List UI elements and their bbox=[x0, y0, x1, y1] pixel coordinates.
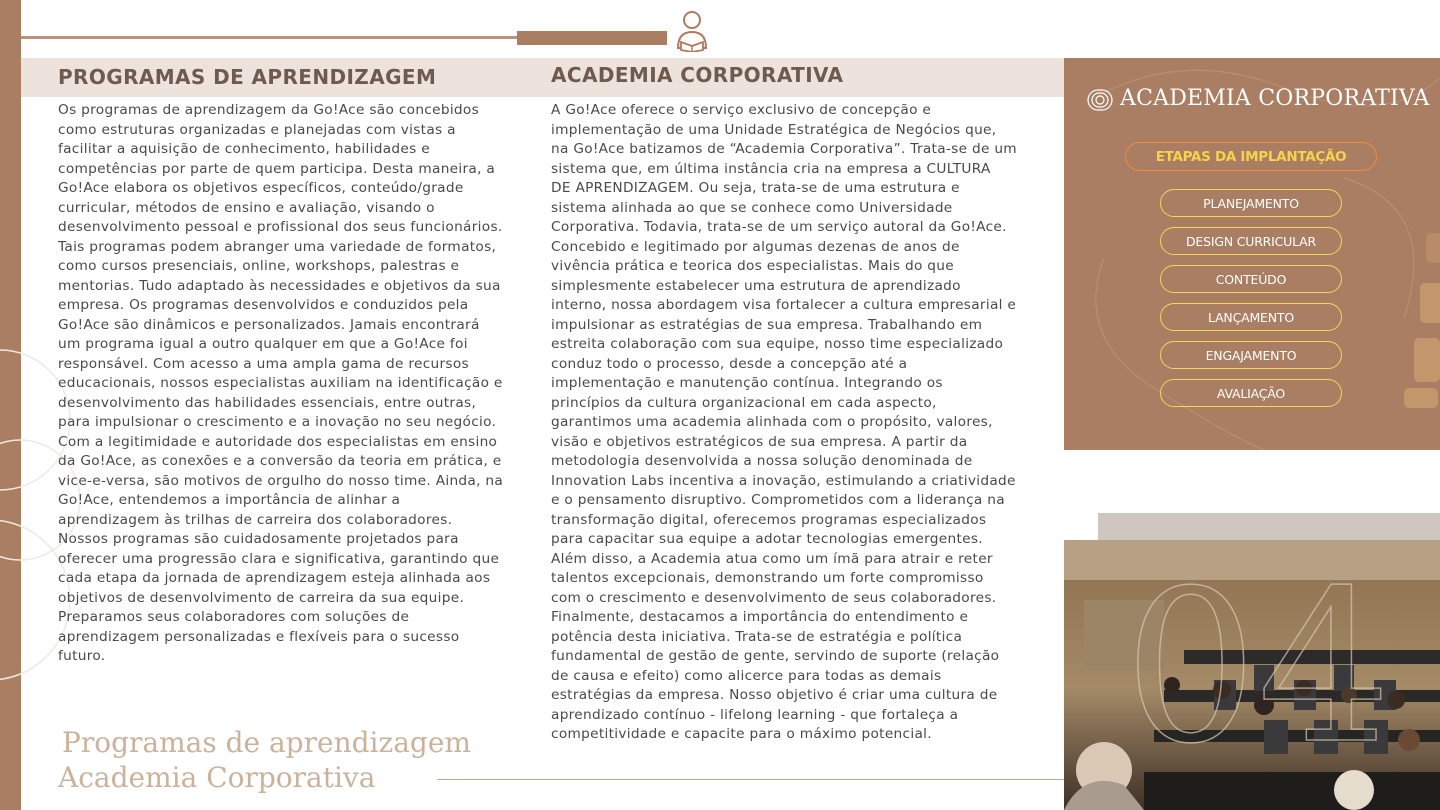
person-reading-icon bbox=[672, 8, 712, 52]
implementation-panel bbox=[1064, 58, 1440, 450]
academy-paragraph: A Go!Ace oferece o serviço exclusivo de concepção e implementação de uma Unidade Estratégica de Negócios que, na Go!Ace batizamos de “Academia Corporativa”. Trata-se de um sistema que, em última instância cria na empresa a CULTURA DE APRENDIZAGEM. Ou seja, trata-se de uma estrutura e sistema alinhada ao que se conhece como Universidade Corporativa. Todavia, trata-se de um serviço autoral da Go!Ace. Concebido e legitimado por algumas dezenas de anos de vivência prática e teorica dos especialistas. Mais do que simplesmente estabelecer uma estrutura de aprendizado interno, nossa abordagem visa fortalecer a cultura empresarial e impulsionar as estratégias de sua empresa. Trabalhando em estreita colaboração com sua equipe, nosso time especializado conduz todo o processo, desde a concepção até a implementação e manutenção contínua. Integrando os princípios da cultura organizacional em cada aspecto, garantimos uma academia alinhada com o propósito, valores, visão e objetivos estratégicos de sua empresa. A partir da metodologia desenvolvida a nossa solução denominada de Innovation Labs incentiva a inovação, estimulando a criatividade e o pensamento disruptivo. Comprometidos com a liderança na transformação digital, oferecemos programas especializados para capacitar sua equipe a adotar tecnologias emergentes. Além disso, a Academia atua como um ímã para atrair e reter talentos excepcionais, demonstrando um forte compromisso com o crescimento e desenvolvimento de seus colaboradores. Finalmente, destacamos a importância do entendimento e potência desta iniciativa. Trata-se de estratégia e política fundamental de gestão de gente, servindo de suporte (relação de causa e efeito) como alicerce para todas as demais estratégias da empresa. Nosso objetivo é criar uma cultura de aprendizado contínuo - lifelong learning - que fortaleça a competitividade e capacite para o máximo potencial. bbox=[551, 102, 1017, 742]
step-planejamento: PLANEJAMENTO bbox=[1160, 189, 1342, 217]
step-design-curricular: DESIGN CURRICULAR bbox=[1160, 227, 1342, 255]
step-lancamento: LANÇAMENTO bbox=[1160, 303, 1342, 331]
classroom-photo-block bbox=[1064, 513, 1440, 810]
step-avaliacao: AVALIAÇÃO bbox=[1160, 379, 1342, 407]
footer-line-2: Academia Corporativa bbox=[58, 761, 376, 794]
programs-paragraph: Os programas de aprendizagem da Go!Ace são concebidos como estruturas organizadas e planejadas com vistas a facilitar a aquisição de conhecimento, habilidades e competências por parte de quem participa. Desta maneira, a Go!Ace elabora os objetivos específicos, conteúdo/grade curricular, métodos de ensino e avaliação, visando o desenvolvimento pessoal e profissional dos seus funcionários. Tais programas podem abranger uma variedade de formatos, como cursos presenciais, online, workshops, palestras e mentorias. Tudo adaptado às necessidades e objetivos da sua empresa. Os programas desenvolvidos e conduzidos pela Go!Ace são dinâmicos e personalizados. Jamais encontrará um programa igual a outro qualquer em que a Go!Ace foi responsável. Com acesso a uma ampla gama de recursos educacionais, nossos especialistas auxiliam na identificação e desenvolvimento das habilidades essenciais, entre outras, para impulsionar o crescimento e a inovação no seu negócio. Com a legitimidade e autoridade dos especialistas em ensino da Go!Ace, as conexões e a conversão da teoria em prática, e vice-e-versa, são motivos de orgulho do nosso time. Ainda, na Go!Ace, entendemos a importância de alinhar a aprendizagem às trilhas de carreira dos colaboradores. Nossos programas são cuidadosamente projetados para oferecer uma progressão clara e significativa, garantindo que cada etapa da jornada de aprendizagem esteja alinhada aos objetivos de desenvolvimento de carreira da sua equipe. Preparamos seus colaboradores com soluções de aprendizagem personalizadas e flexíveis para o sucesso futuro. bbox=[58, 102, 504, 664]
programs-heading: PROGRAMAS DE APRENDIZAGEM bbox=[58, 65, 437, 89]
footer-line-1: Programas de aprendizagem bbox=[62, 726, 471, 759]
footer-divider bbox=[437, 779, 1064, 780]
academy-heading: ACADEMIA CORPORATIVA bbox=[551, 63, 844, 87]
top-divider-line bbox=[21, 36, 521, 39]
concentric-logo-icon bbox=[1086, 88, 1114, 112]
photo-gray-band bbox=[1098, 513, 1440, 540]
stages-label: ETAPAS DA IMPLANTAÇÃO bbox=[1125, 142, 1377, 171]
panel-title: ACADEMIA CORPORATIVA bbox=[1120, 86, 1430, 111]
classroom-photo bbox=[1064, 540, 1440, 810]
top-accent-bar bbox=[517, 31, 667, 45]
step-engajamento: ENGAJAMENTO bbox=[1160, 341, 1342, 369]
overlay-number: 04 bbox=[1124, 545, 1392, 790]
step-conteudo: CONTEÚDO bbox=[1160, 265, 1342, 293]
